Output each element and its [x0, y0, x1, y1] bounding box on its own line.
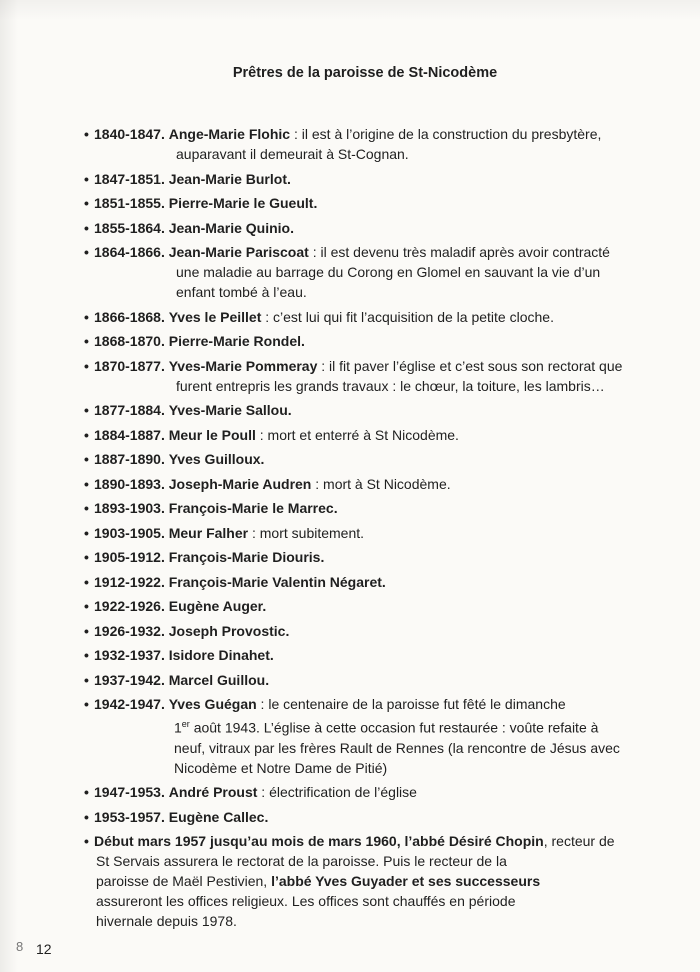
- bullet-icon: •: [84, 126, 89, 142]
- list-item: [84, 356, 654, 396]
- entry-dates: 1870-1877.: [94, 357, 165, 374]
- bullet-icon: •: [84, 475, 89, 492]
- date-day-suffix: er: [181, 719, 190, 729]
- paragraph-bold-lead: Début mars 1957 jusqu’au mois de mars 1960, l’abbé Désiré Chopin: [94, 833, 544, 850]
- entry-dates: 1953-1957.: [94, 808, 165, 825]
- entry-name: Eugène Callec.: [168, 808, 269, 825]
- bullet-icon: •: [84, 451, 89, 467]
- entry-description: : il est à l’origine de la construction du presbytère,: [290, 126, 602, 142]
- bullet-icon: •: [84, 333, 89, 349]
- bullet-icon: •: [84, 622, 89, 639]
- entry-continuation: auparavant il demeurait à St-Cognan.: [176, 146, 409, 162]
- entry-dates: 1877-1884.: [94, 402, 165, 418]
- paragraph-text: St Servais assurera le rectorat de la paroisse. Puis le recteur de la: [96, 853, 507, 870]
- list-item: [84, 572, 654, 592]
- bullet-icon: •: [84, 170, 89, 187]
- entry-dates: 1912-1922.: [94, 573, 165, 590]
- list-item: [84, 449, 654, 469]
- entry-continuation: neuf, vitraux par les frères Rault de Rennes (la rencontre de Jésus avec: [174, 739, 620, 756]
- list-item: [84, 169, 654, 189]
- entry-name: Joseph-Marie Audren: [168, 475, 312, 492]
- entry-dates: 1847-1851.: [94, 170, 165, 187]
- final-paragraph: [84, 831, 654, 931]
- page-number: 12: [36, 941, 52, 957]
- entry-dates: 1937-1942.: [94, 671, 165, 688]
- entry-description: : le centenaire de la paroisse fut fêté le dimanche: [256, 696, 566, 712]
- list-item: [84, 498, 654, 518]
- entry-name: Pierre-Marie le Gueult.: [168, 195, 318, 211]
- list-item: [84, 782, 654, 802]
- list-item: [84, 242, 654, 302]
- entry-dates: 1903-1905.: [94, 524, 165, 541]
- entry-dates: 1890-1893.: [94, 475, 165, 492]
- bullet-icon: •: [84, 308, 89, 325]
- bullet-icon: •: [84, 195, 89, 211]
- list-item: [84, 425, 654, 445]
- bullet-icon: •: [84, 647, 89, 663]
- bullet-icon: •: [84, 357, 89, 374]
- entry-name: François-Marie Diouris.: [168, 549, 325, 565]
- entry-dates: 1866-1868.: [94, 308, 165, 325]
- bullet-icon: •: [84, 402, 89, 418]
- entry-continuation: furent entrepris les grands travaux : le chœur, la toiture, les lambris…: [176, 377, 605, 394]
- entry-description: : mort à St Nicodème.: [311, 475, 451, 492]
- entry-continuation: Nicodème et Notre Dame de Pitié): [174, 759, 388, 776]
- bullet-icon: •: [84, 833, 89, 850]
- entry-name: Meur Falher: [168, 524, 249, 541]
- list-item: [84, 307, 654, 327]
- entry-description: : électrification de l’église: [257, 784, 417, 801]
- list-item: [84, 670, 654, 690]
- bullet-icon: •: [84, 598, 89, 614]
- paragraph-text: hivernale depuis 1978.: [96, 913, 237, 930]
- bullet-icon: •: [84, 524, 89, 541]
- list-item: [84, 547, 654, 567]
- priest-list: [84, 124, 654, 936]
- entry-name: François-Marie Valentin Négaret.: [168, 573, 386, 590]
- list-item: [84, 474, 654, 494]
- entry-name: Marcel Guillou.: [168, 671, 270, 688]
- paragraph-bold: l’abbé Yves Guyader et ses successeurs: [271, 873, 541, 890]
- entry-continuation: [84, 714, 654, 738]
- entry-name: Ange-Marie Flohic: [168, 126, 291, 142]
- bullet-icon: •: [84, 573, 89, 590]
- entry-description: : il fit paver l’église et c’est sous son rectorat que: [317, 357, 623, 374]
- entry-dates: 1922-1926.: [94, 598, 165, 614]
- entry-name: Joseph Provostic.: [168, 622, 290, 639]
- paragraph-text: assureront les offices religieux. Les offices sont chauffés en période: [96, 893, 516, 910]
- entry-dates: 1942-1947.: [94, 696, 165, 712]
- list-item: [84, 645, 654, 665]
- entry-dates: 1868-1870.: [94, 333, 165, 349]
- bullet-icon: •: [84, 549, 89, 565]
- bullet-icon: •: [84, 219, 89, 236]
- entry-continuation-text: août 1943. L’église à cette occasion fut restaurée : voûte refaite à: [189, 719, 599, 736]
- bullet-icon: •: [84, 500, 89, 516]
- list-item: [84, 694, 654, 778]
- list-item: [84, 218, 654, 238]
- entry-continuation: une maladie au barrage du Corong en Glomel en sauvant la vie d’un: [176, 264, 601, 280]
- paragraph-text: , recteur de: [543, 833, 615, 850]
- entry-name: Jean-Marie Pariscoat: [168, 244, 309, 260]
- list-item: [84, 523, 654, 543]
- page-title: Prêtres de la paroisse de St-Nicodème: [232, 65, 498, 81]
- entry-dates: 1855-1864.: [94, 219, 165, 236]
- entry-dates: 1887-1890.: [94, 451, 165, 467]
- margin-mark: 8: [16, 939, 24, 954]
- list-item: [84, 193, 654, 213]
- entry-description: : mort et enterré à St Nicodème.: [255, 426, 459, 443]
- entry-description: : c’est lui qui fit l’acquisition de la petite cloche.: [261, 308, 554, 325]
- entry-description: : mort subitement.: [248, 524, 365, 541]
- entry-name: Eugène Auger.: [168, 598, 267, 614]
- entry-dates: 1864-1866.: [94, 244, 165, 260]
- bullet-icon: •: [84, 696, 89, 712]
- entry-name: François-Marie le Marrec.: [168, 500, 338, 516]
- entry-name: Yves Guégan: [168, 696, 257, 712]
- entry-name: Jean-Marie Quinio.: [168, 219, 294, 236]
- entry-dates: 1851-1855.: [94, 195, 165, 211]
- bullet-icon: •: [84, 426, 89, 443]
- entry-name: Isidore Dinahet.: [168, 647, 274, 663]
- bullet-icon: •: [84, 784, 89, 801]
- entry-dates: 1947-1953.: [94, 784, 165, 801]
- date-day: 1: [174, 719, 182, 736]
- bullet-icon: •: [84, 671, 89, 688]
- entry-name: Meur le Poull: [168, 426, 256, 443]
- list-item: [84, 400, 654, 420]
- bullet-icon: •: [84, 808, 89, 825]
- list-item: [84, 807, 654, 827]
- list-item: [84, 596, 654, 616]
- list-item: [84, 124, 654, 164]
- entry-name: Yves le Peillet: [168, 308, 262, 325]
- paragraph-line: [84, 871, 654, 891]
- entry-name: Yves Guilloux.: [168, 451, 265, 467]
- entry-name: Pierre-Marie Rondel.: [168, 333, 305, 349]
- entry-continuation: enfant tombé à l’eau.: [176, 284, 307, 300]
- entry-name: André Proust: [168, 784, 258, 801]
- entry-dates: 1893-1903.: [94, 500, 165, 516]
- list-item: [84, 331, 654, 351]
- paragraph-text: paroisse de Maël Pestivien,: [96, 873, 272, 890]
- entry-dates: 1884-1887.: [94, 426, 165, 443]
- entry-name: Yves-Marie Pommeray: [168, 357, 318, 374]
- entry-dates: 1905-1912.: [94, 549, 165, 565]
- entry-dates: 1926-1932.: [94, 622, 165, 639]
- entry-name: Jean-Marie Burlot.: [168, 170, 291, 187]
- entry-dates: 1840-1847.: [94, 126, 165, 142]
- list-item: [84, 621, 654, 641]
- entry-name: Yves-Marie Sallou.: [168, 402, 292, 418]
- entry-description: : il est devenu très maladif après avoir contracté: [308, 244, 610, 260]
- bullet-icon: •: [84, 244, 89, 260]
- entry-dates: 1932-1937.: [94, 647, 165, 663]
